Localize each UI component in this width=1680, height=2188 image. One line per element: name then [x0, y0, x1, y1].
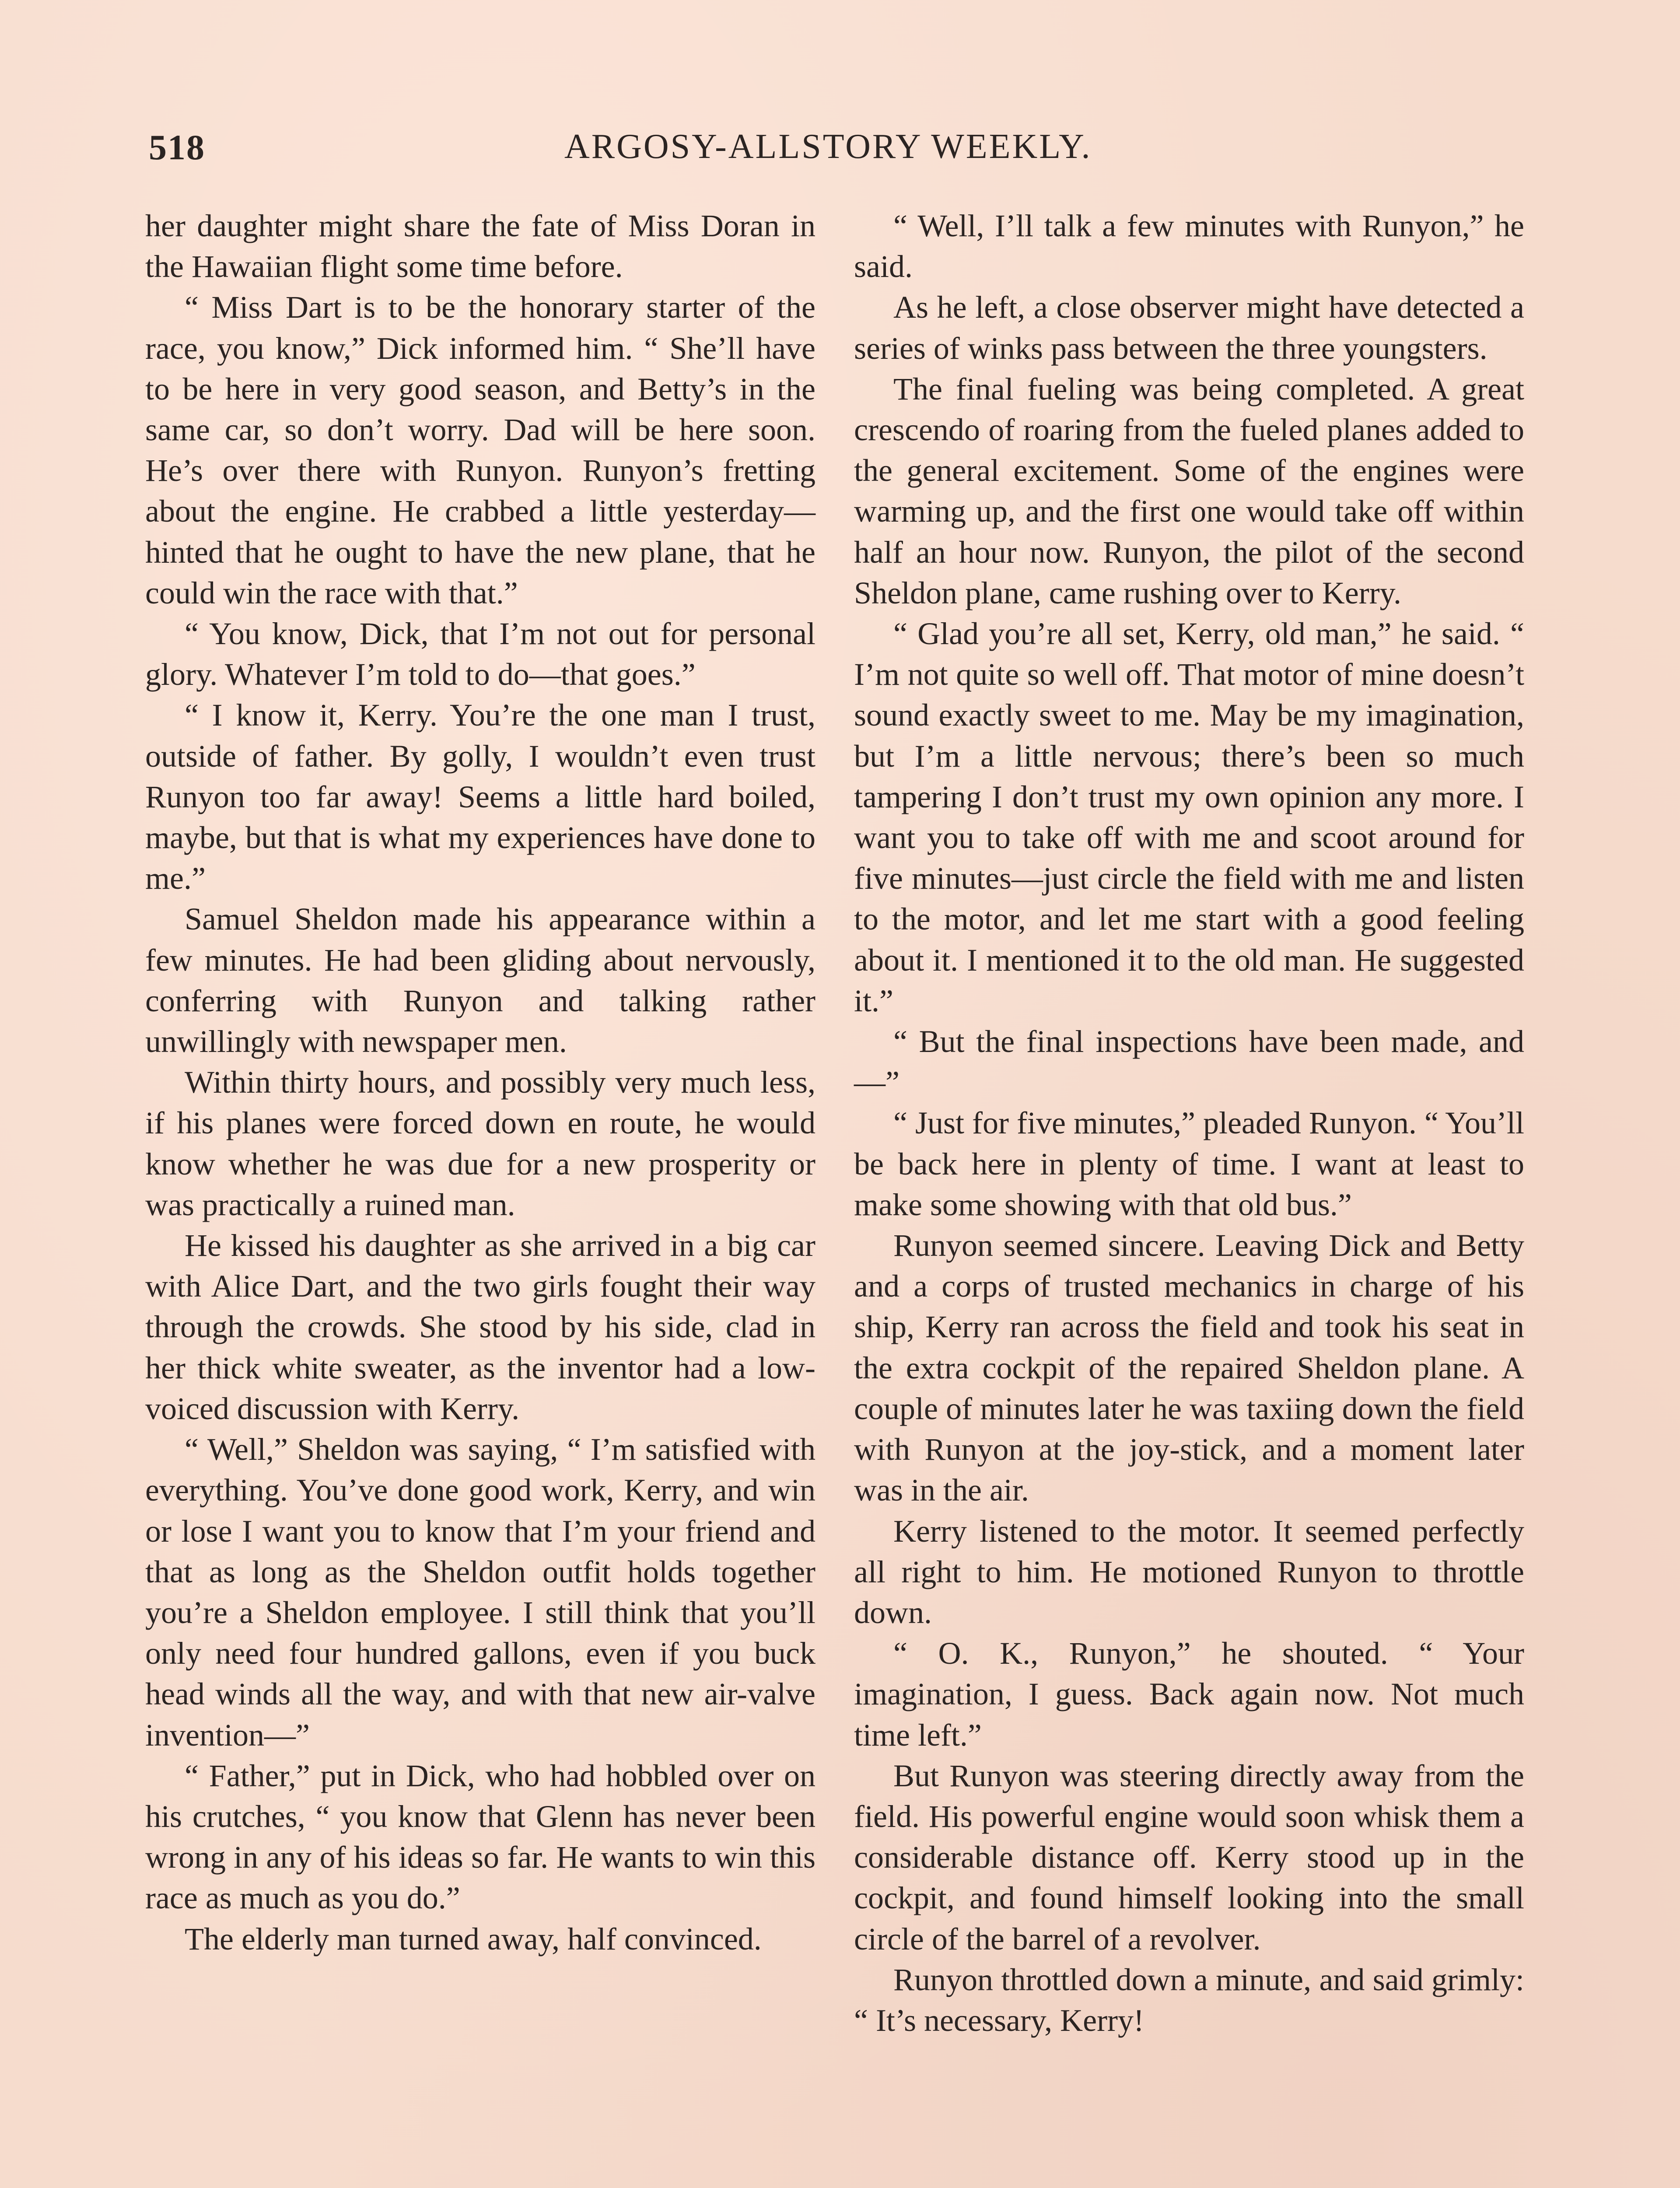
paragraph: He kissed his daughter as she arrived in a big car with Alice Dart, and the two girls fought their way through the crowds. She stood by his side, clad in her thick white sweater, as the inventor had a low-voiced discussion with Kerry.	[145, 1228, 816, 1426]
paragraph: her daughter might share the fate of Miss Doran in the Hawaiian flight some time before.	[145, 208, 816, 284]
running-head: ARGOSY-ALLSTORY WEEKLY.	[564, 127, 1092, 166]
paragraph: Samuel Sheldon made his appearance within a few minutes. He had been gliding about nervously, conferring with Runyon and talking rather unwillingly with newspaper men.	[145, 901, 816, 1059]
paragraph: But Runyon was steering directly away from the field. His powerful engine would soon whisk them a considerable distance off. Kerry stood up in the cockpit, and found himself looking into the small circle of the barrel of a revolver.	[854, 1758, 1524, 1957]
paragraph: “ O. K., Runyon,” he shouted. “ Your imagination, I guess. Back again now. Not much time left.”	[854, 1636, 1524, 1753]
paragraph: Runyon throttled down a minute, and said grimly: “ It’s necessary, Kerry!	[854, 1962, 1524, 2038]
page-number: 518	[149, 127, 205, 167]
paragraph: Within thirty hours, and possibly very much less, if his planes were forced down en route, he would know whether he was due for a new prosperity or was practically a ruined man.	[145, 1065, 816, 1222]
paragraph: “ But the final inspections have been made, and—”	[854, 1024, 1524, 1100]
paragraph: As he left, a close observer might have detected a series of winks pass between the three youngsters.	[854, 290, 1524, 366]
paragraph: “ Glad you’re all set, Kerry, old man,” he said. “ I’m not quite so well off. That motor of mine doesn’t sound exactly sweet to me. May be my imagination, but I’m a little nervous; there’s been so much tampering I don’t trust my own opinion any more. I want you to take off with me and scoot around for five minutes—just circle the field with me and listen to the motor, and let me start with a good feeling about it. I mentioned it to the old man. He suggested it.”	[854, 616, 1524, 1018]
left-column	[145, 206, 816, 1960]
paragraph: Runyon seemed sincere. Leaving Dick and Betty and a corps of trusted mechanics in charge of his ship, Kerry ran across the field and took his seat in the extra cockpit of the repaired Sheldon plane. A couple of minutes later he was taxiing down the field with Runyon at the joy-stick, and a moment later was in the air.	[854, 1228, 1524, 1508]
right-column	[854, 206, 1524, 2041]
paragraph: The elderly man turned away, half convinced.	[185, 1921, 762, 1957]
paragraph: “ Well,” Sheldon was saying, “ I’m satisfied with everything. You’ve done good work, Kerry, and win or lose I want you to know that I’m your friend and that as long as the Sheldon outfit holds together you’re a Sheldon employee. I still think that you’ll only need four hundred gallons, even if you buck head winds all the way, and with that new air-valve invention—”	[145, 1432, 816, 1753]
paragraph: “ You know, Dick, that I’m not out for personal glory. Whatever I’m told to do—that goes.”	[145, 616, 816, 692]
paragraph: “ Just for five minutes,” pleaded Runyon. “ You’ll be back here in plenty of time. I want at least to make some showing with that old bus.”	[854, 1105, 1524, 1222]
page-header	[149, 127, 1124, 179]
paragraph: “ Miss Dart is to be the honorary starter of the race, you know,” Dick informed him. “ She’ll have to be here in very good season, and Betty’s in the same car, so don’t worry. Dad will be here soon. He’s over there with Runyon. Runyon’s fretting about the engine. He crabbed a little yesterday—hinted that he ought to have the new plane, that he could win the race with that.”	[145, 290, 816, 610]
paragraph: “ Well, I’ll talk a few minutes with Runyon,” he said.	[854, 208, 1524, 284]
paragraph: “ I know it, Kerry. You’re the one man I trust, outside of father. By golly, I wouldn’t even trust Runyon too far away! Seems a little hard boiled, maybe, but that is what my experiences have done to me.”	[145, 698, 816, 896]
paragraph: Kerry listened to the motor. It seemed perfectly all right to him. He motioned Runyon to throttle down.	[854, 1513, 1524, 1630]
paragraph: The final fueling was being completed. A great crescendo of roaring from the fueled planes added to the general excitement. Some of the engines were warming up, and the first one would take off within half an hour now. Runyon, the pilot of the second Sheldon plane, came rushing over to Kerry.	[854, 371, 1524, 610]
paragraph: “ Father,” put in Dick, who had hobbled over on his crutches, “ you know that Glenn has never been wrong in any of his ideas so far. He wants to win this race as much as you do.”	[145, 1758, 816, 1916]
